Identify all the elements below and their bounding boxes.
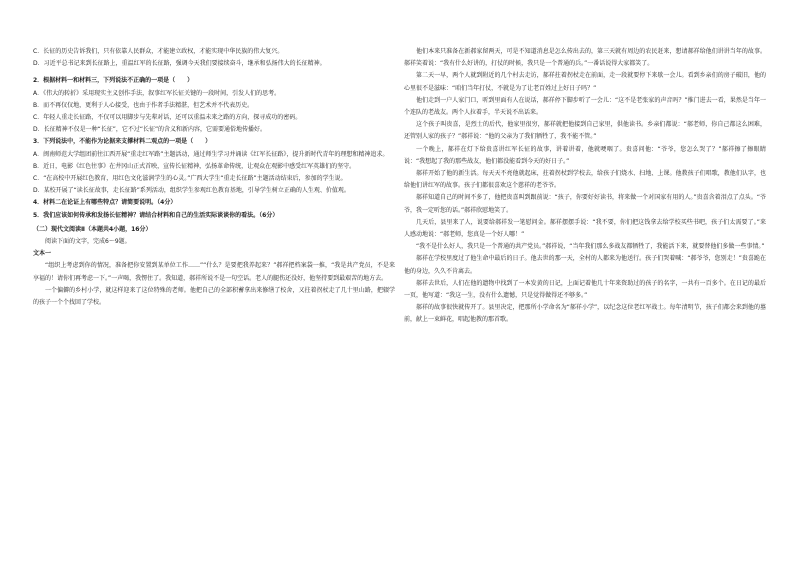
- story-paragraph: 几天后，县里来了人，说要给郝祥发一笔慰问金。郝祥摆摆手说：“我不要，你们把这钱拿去给学校买些书吧，孩子们太需要了。”来人感动地说：“郝老师，您真是一个好人哪！”: [404, 218, 766, 239]
- story-paragraph: 郝祥的故事很快就传开了。县里决定，把那所小学命名为“郝祥小学”，以纪念这位老红军战士。每年清明节，孩子们都会来到他的墓前，献上一束鲜花，唱起他教的那首歌。: [404, 304, 766, 324]
- q3-option-c: C．“在高校中开展红色教育，用红色文化滋润学生的心灵。”广西大学生“重走长征路”主题活动结束后，参加的学生说。: [33, 175, 347, 183]
- q3-option-a: A．闽南师范大学组团前往江西开展“重走红军路”主题活动，通过师生学习并诵读《红军长征路》，提升新时代青年的理想和精神追求。: [33, 150, 389, 158]
- question-5: 5．我们应该如何传承和发扬长征精神？请结合材料和自己的生活实际谈谈你的看法。（6分）: [33, 211, 279, 219]
- left-column: [33, 46, 395, 309]
- story-paragraph: 这个孩子叫贵喜，是烈士的后代，他家里很穷，郝祥就把他接到自己家里，供他读书。乡亲们都说：“郝老师，你自己都这么困难，还管别人家的孩子？”郝祥说：“他的父亲为了我们牺牲了，我不能不管。”: [404, 121, 766, 141]
- story-paragraph: 郝祥去世后，人们在他的遗物中找到了一本发黄的日记，上面记着他几十年来资助过的孩子的名字，一共有一百多个。在日记的最后一页，他写道：“我这一生，没有什么遗憾，只是觉得做得还不够多。”: [404, 279, 766, 300]
- story-paragraph: 他们走到一户人家门口，听到里面有人在说话，郝祥停下脚步听了一会儿：“这不是老张家的声音吗？”推门进去一看，果然是当年一个连队的老战友。两个人拉着手，半天说不出话来。: [404, 96, 766, 117]
- story-paragraph: 郝祥开始了他的新生活。每天天不亮他就起床，拄着拐杖到学校去，给孩子们烧水、扫地、上课。他教孩子们唱歌，教他们认字，也给他们讲红军的故事。孩子们都很喜欢这个慈祥的老爷爷。: [404, 170, 766, 190]
- q2-option-d: D．长征精神不仅是一种“长征”，它不过“长征”的含义和新内容，它需要通俗地传播好。: [33, 126, 267, 134]
- story-paragraph: “组织上考虑到你的情况，准备把你安置到某单位工作……”“什么？是要把我养起来？”郝祥把档案袋一推，“我是共产党员，不是来享福的！请你们再考虑一下。”一声喝，我愣住了。我知道，郝祥所说不是一句空话。老人的腿伤还没好，他坚持要到最艰苦的地方去。: [33, 262, 395, 282]
- question-3: 3．下列说法中，不能作为论据来支撑材料二观点的一项是（ ）: [33, 138, 212, 146]
- text-one-label: 文本一: [33, 250, 52, 258]
- question-4: 4．材料二在论证上有哪些特点？请简要说明。（4分）: [33, 199, 177, 207]
- story-paragraph: 一个晚上，郝祥在灯下给贵喜讲红军长征的故事，讲着讲着，他就哽咽了。贵喜问他：“爷爷，您怎么哭了？”郝祥擦了擦眼睛说：“我想起了我的那些战友，他们都没能看到今天的好日子。”: [404, 145, 766, 165]
- question-2: 2．根据材料一和材料三，下列说法不正确的一项是（ ）: [33, 77, 194, 85]
- story-paragraph: “我不是什么好人，我只是一个普通的共产党员。”郝祥说，“当年我们那么多战友都牺牲了，我能活下来，就要替他们多做一些事情。”: [416, 243, 765, 251]
- right-column: [404, 46, 766, 327]
- section-heading: （二）现代文阅读Ⅱ（本题共4小题，16分）: [33, 225, 152, 233]
- reading-instruction: 阅读下面的文字，完成6～9题。: [45, 238, 131, 246]
- q3-option-d: D．某校开展了“读长征故事，走长征路”系列活动，组织学生参观红色教育基地，引导学生树立正确的人生观、价值观。: [33, 187, 350, 195]
- story-paragraph: 郝祥在学校里度过了他生命中最后的日子。他去世的那一天，全村的人都来为他送行。孩子们哭着喊：“郝爷爷，您别走！”贵喜跪在他的身边，久久不肯离去。: [404, 255, 766, 275]
- story-paragraph: 第二天一早，两个人就到附近的几个村去走访，郝祥拄着拐杖走在前面，走一段就要停下来歇一会儿。看到乡亲们的房子破旧，他的心里很不是滋味：“咱们当年打仗，不就是为了让老百姓过上好日子吗？”: [404, 72, 766, 92]
- story-paragraph: 他们本来只准备在新郝家留两天，可是不知道消息是怎么传出去的，第三天就有周边的农民赶来，想请郝祥给他们讲讲当年的故事。郝祥笑着说：“我有什么好讲的，打仗的时候，我只是一个普通的兵。”一番话说得大家都笑了。: [404, 48, 766, 68]
- story-paragraph: 一个偏僻的乡村小学，就这样迎来了这位特殊的老师。他把自己的全部积蓄拿出来修缮了校舍，又拄着拐杖走了几十里山路，把辍学的孩子一个个找回了学校。: [33, 286, 395, 307]
- story-paragraph: 郝祥知道自己的时间不多了，他把贵喜叫到跟前说：“孩子，你要好好读书，将来做一个对国家有用的人。”贵喜含着泪点了点头。“爷爷，我一定听您的话。”郝祥欣慰地笑了。: [404, 194, 766, 214]
- q2-option-c: C．年轻人重走长征路，不仅可以用脚步与先辈对话，还可以重温未来之路的方向，探寻成功的密码。: [33, 114, 302, 122]
- q3-option-b: B．近日，电影《红色往事》在井冈山正式首映，宣传长征精神，弘扬革命传统，让观众在观影中感受红军英雄们的坚守。: [33, 162, 356, 170]
- option-c: C．长征的历史告诉我们，只有依靠人民群众，才能建立政权，才能实现中华民族的伟大复兴。: [33, 48, 284, 55]
- q2-option-a: A．《伟大的转折》采用现实主义创作手法，叙事红军长征关键的一段时间，引发人们的思考。: [33, 89, 281, 97]
- q2-option-b: B．而不再仅仅地，更利于人心接受，也由于作者手法精湛，但艺术并不代表历史。: [33, 101, 254, 109]
- option-d: D．习近平总书记来到长征路上，重温红军的长征路，强调今天我们要接续奋斗，继承和弘扬伟大的长征精神。: [33, 60, 326, 68]
